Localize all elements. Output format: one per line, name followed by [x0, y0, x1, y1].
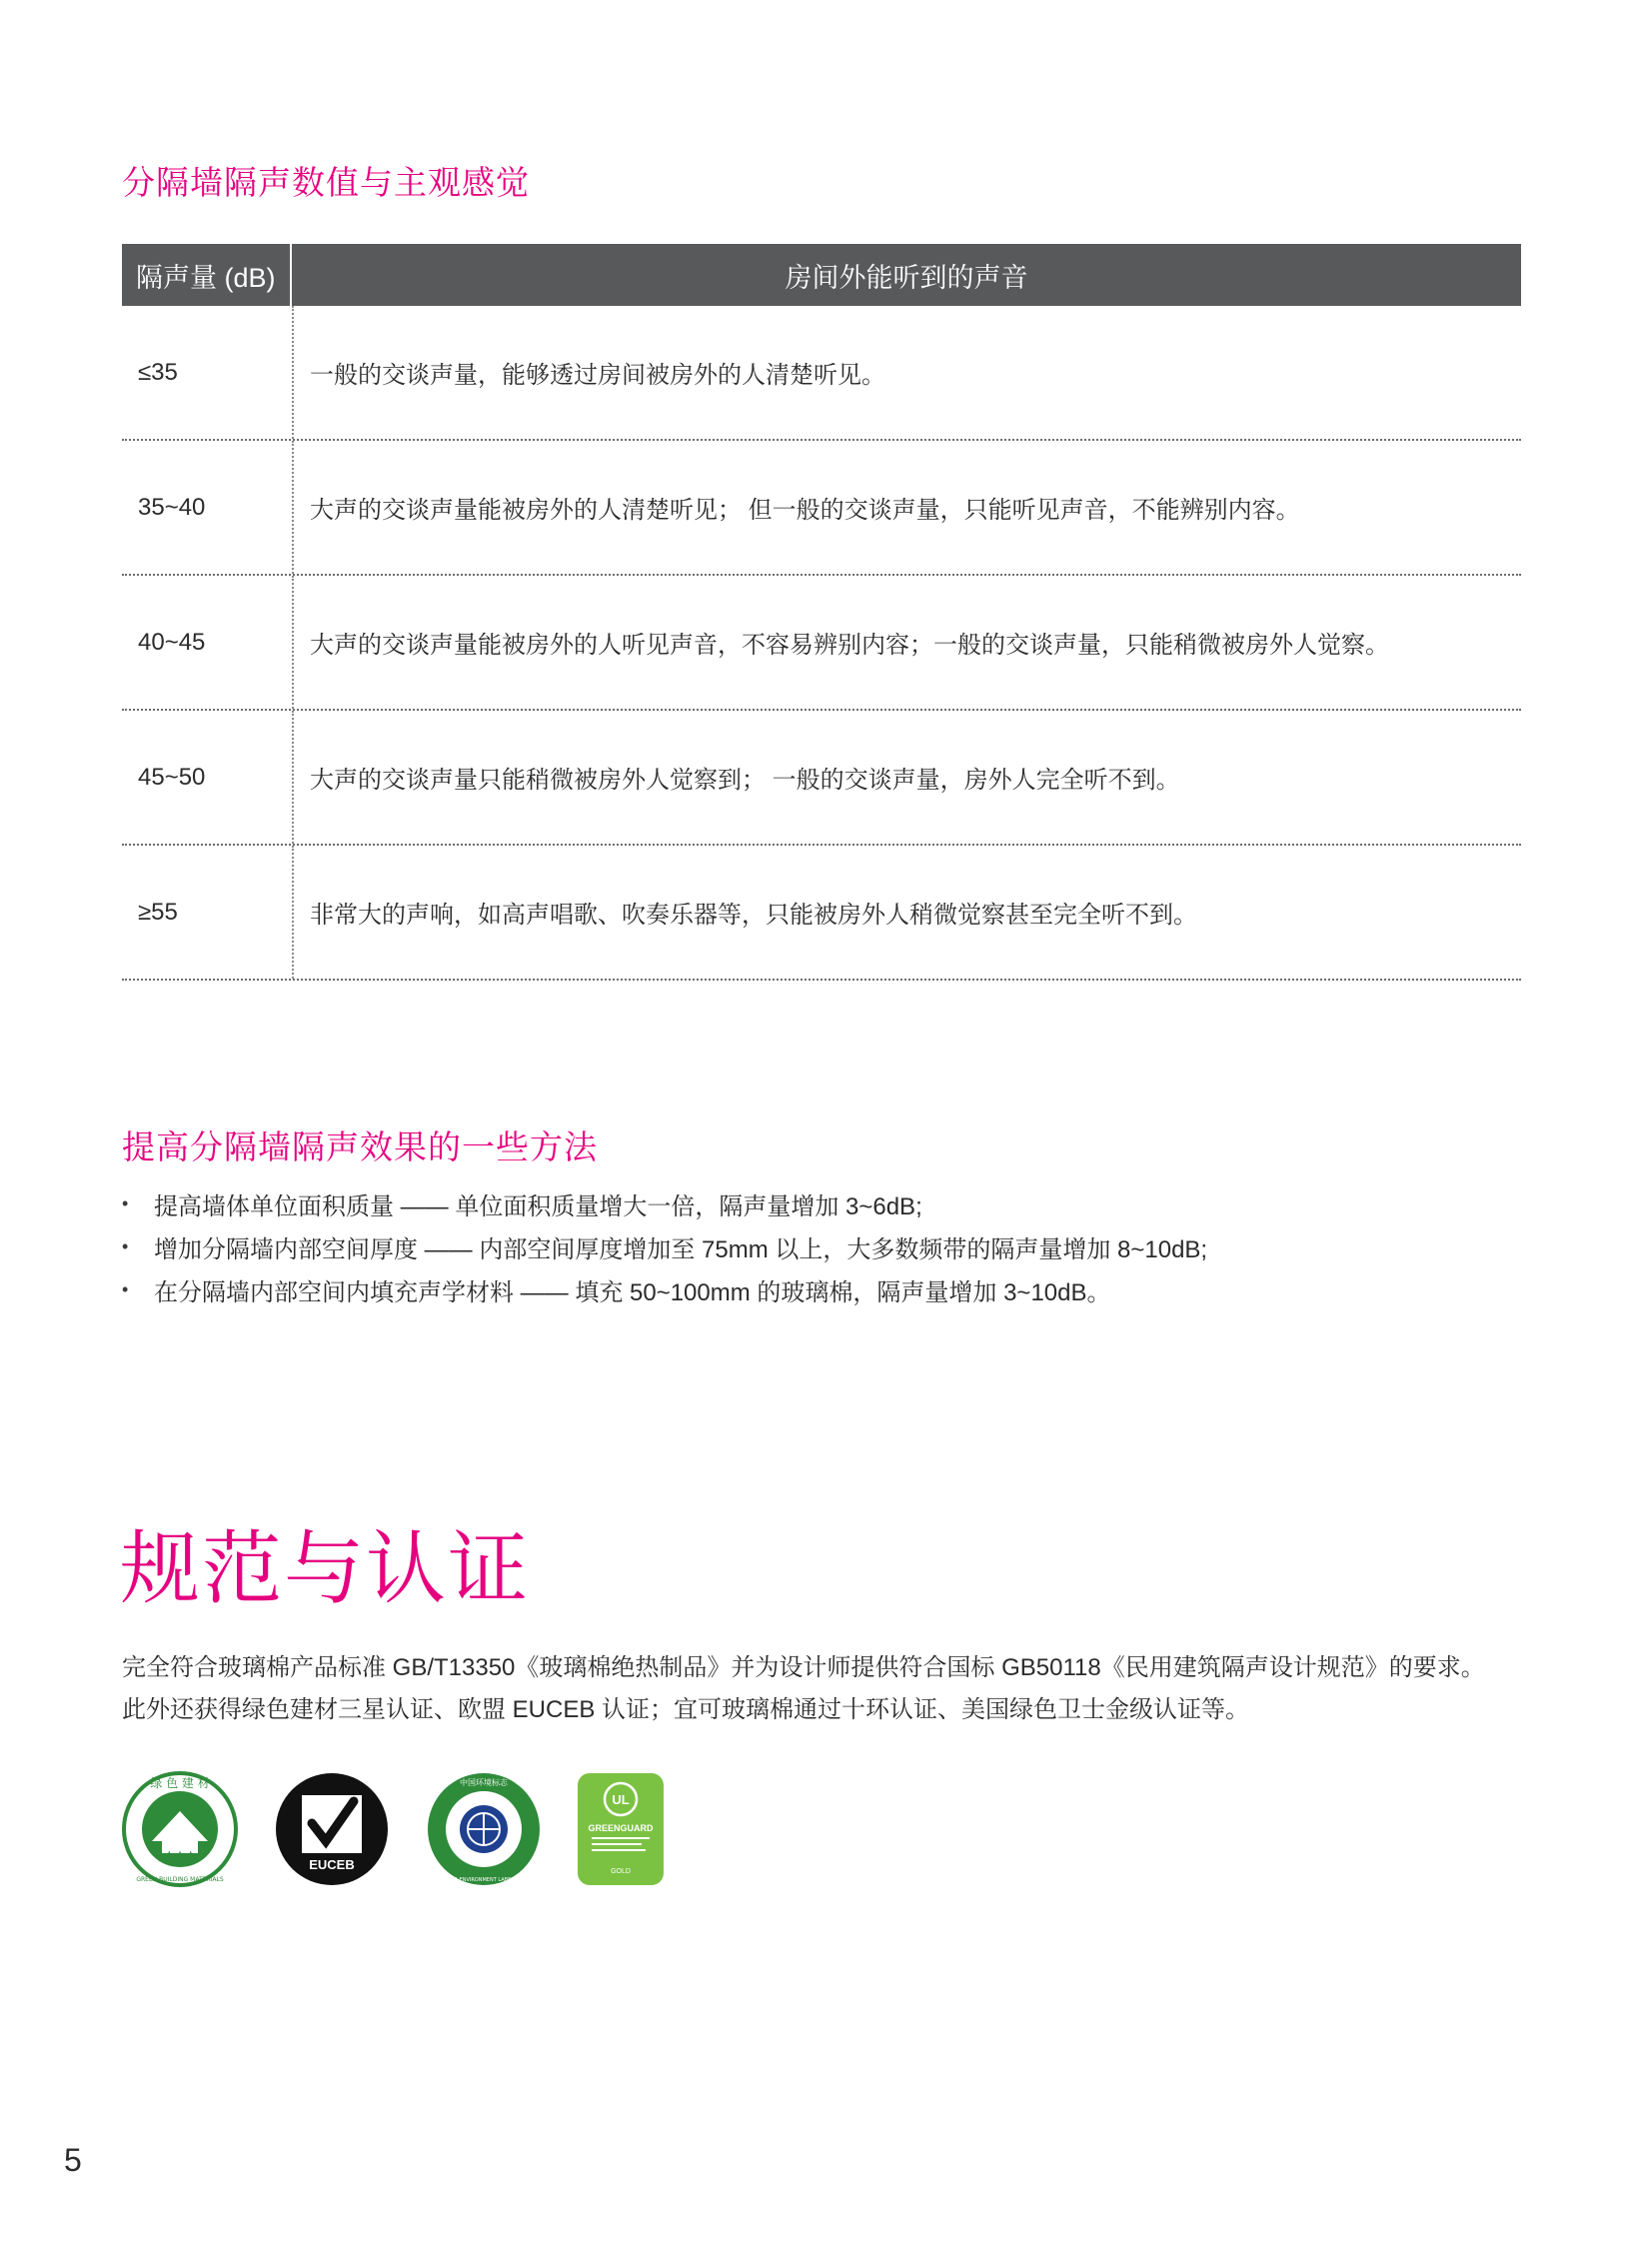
- row-description: 非常大的声响，如高声唱歌、吹奏乐器等，只能被房外人稍微觉察甚至完全听不到。: [310, 902, 1197, 929]
- bullet-icon: •: [122, 1279, 129, 1299]
- certification-paragraph: [122, 1647, 1551, 1731]
- ten-ring-top-text: 中国环境标志: [460, 1778, 508, 1787]
- section-title-sound-insulation: 分隔墙隔声数值与主观感觉: [122, 164, 530, 201]
- greenguard-mark: UL: [612, 1792, 630, 1807]
- row-description: 大声的交谈声量能被房外的人听见声音，不容易辨别内容；一般的交谈声量，只能稍微被房外人觉察。: [310, 632, 1389, 659]
- row-description: 大声的交谈声量能被房外的人清楚听见； 但一般的交谈声量，只能听见声音，不能辨别内容。: [310, 497, 1300, 524]
- row-description: 大声的交谈声量只能稍微被房外人觉察到； 一般的交谈声量，房外人完全听不到。: [310, 767, 1180, 794]
- table-row: [122, 846, 1521, 981]
- sound-insulation-table: [122, 244, 1521, 981]
- header-db: 隔声量 (dB): [122, 244, 292, 306]
- list-item-text: 增加分隔墙内部空间厚度 —— 内部空间厚度增加至 75mm 以上，大多数频带的隔声量增加 8~10dB;: [154, 1236, 1208, 1263]
- methods-list: [122, 1182, 1207, 1311]
- paragraph-line: 完全符合玻璃棉产品标准 GB/T13350《玻璃棉绝热制品》并为设计师提供符合国标 GB50118《民用建筑隔声设计规范》的要求。: [122, 1654, 1485, 1681]
- ten-ring-bottom-text: CHINA ENVIRONMENT LABELLING: [442, 1877, 526, 1883]
- list-item-text: 提高墙体单位面积质量 —— 单位面积质量增大一倍，隔声量增加 3~6dB;: [154, 1193, 922, 1220]
- table-row: [122, 441, 1521, 576]
- list-item: [122, 1182, 1207, 1225]
- table-header: [122, 244, 1521, 306]
- header-sound: 房间外能听到的声音: [785, 262, 1028, 293]
- row-db-value: 40~45: [122, 576, 294, 709]
- greenguard-brand: GREENGUARD: [588, 1823, 654, 1833]
- section-title-certification: 规范与认证: [120, 1524, 530, 1613]
- table-row: [122, 711, 1521, 846]
- row-db-value: 35~40: [122, 441, 294, 574]
- green-building-bottom-text: GREEN BUILDING MATERIALS: [136, 1876, 224, 1883]
- row-db-value: 45~50: [122, 711, 294, 844]
- greenguard-level: GOLD: [611, 1868, 631, 1875]
- paragraph-line: 此外还获得绿色建材三星认证、欧盟 EUCEB 认证；宜可玻璃棉通过十环认证、美国绿色卫士金级认证等。: [122, 1696, 1250, 1723]
- greenguard-logo: [578, 1773, 664, 1885]
- green-building-top-text: 绿 色 建 材: [150, 1776, 210, 1790]
- row-description: 一般的交谈声量，能够透过房间被房外的人清楚听见。: [310, 362, 885, 389]
- page-number: 5: [64, 2142, 82, 2178]
- table-row: [122, 306, 1521, 441]
- certification-logos: [122, 1771, 664, 1887]
- ten-ring-logo: [426, 1771, 542, 1887]
- table-row: [122, 576, 1521, 711]
- bullet-icon: •: [122, 1193, 129, 1213]
- green-building-stars: ★★★: [163, 1848, 197, 1862]
- euceb-text: EUCEB: [309, 1857, 355, 1872]
- list-item: [122, 1225, 1207, 1268]
- euceb-logo: [274, 1771, 390, 1887]
- green-building-logo: [122, 1771, 238, 1887]
- row-db-value: ≤35: [122, 306, 294, 439]
- list-item: [122, 1268, 1207, 1311]
- row-db-value: ≥55: [122, 846, 294, 979]
- section-title-methods: 提高分隔墙隔声效果的一些方法: [122, 1128, 598, 1165]
- bullet-icon: •: [122, 1236, 129, 1256]
- list-item-text: 在分隔墙内部空间内填充声学材料 —— 填充 50~100mm 的玻璃棉，隔声量增加 3~10dB。: [154, 1279, 1111, 1306]
